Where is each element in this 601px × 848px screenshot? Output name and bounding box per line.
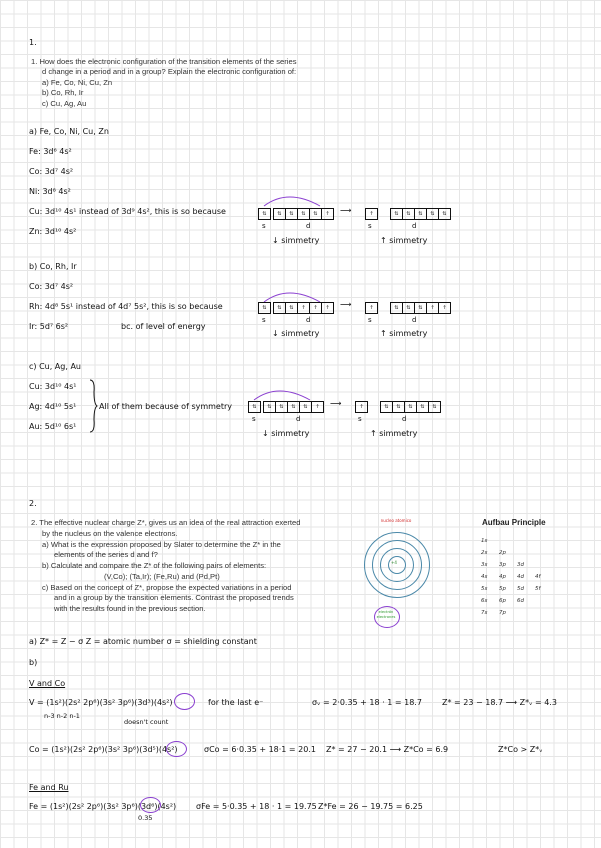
- orbital-box: ⇅: [287, 401, 300, 413]
- arrow-icon: ⟶: [330, 399, 342, 408]
- aufbau-orbital: 4p: [499, 574, 506, 580]
- orbital-box: ⇅: [416, 401, 429, 413]
- orbital-box: ⇅: [273, 208, 286, 220]
- zstar-formula: a) Z* = Z − σ Z = atomic number σ = shielding constant: [29, 637, 257, 646]
- orbital-box: ⇅: [426, 208, 439, 220]
- d-label: d: [306, 222, 311, 230]
- aufbau-orbital: 6d: [517, 598, 524, 604]
- zstar-compare: Z*Co > Z*ᵥ: [498, 745, 543, 754]
- s-label: s: [368, 222, 372, 230]
- orbital-boxes-after: [366, 208, 451, 220]
- orbital-box: ⇅: [402, 302, 415, 314]
- orbital-box: ↑: [309, 302, 322, 314]
- aufbau-orbital: 7s: [481, 610, 488, 616]
- orbital-box: ↑: [321, 208, 334, 220]
- question2-b1: b) Calculate and compare the Z* of the following pairs of elements:: [42, 561, 267, 570]
- question2-c1: c) Based on the concept of Z*, propose the expected variations in a period: [42, 583, 292, 592]
- aufbau-orbital: 3p: [499, 562, 506, 568]
- more-symmetry-label: ↑ simmetry: [370, 429, 418, 438]
- question2-c3: with the results found in the previous section.: [54, 604, 206, 613]
- orbital-boxes-before: [259, 208, 334, 220]
- energy-note: bc. of level of energy: [121, 322, 206, 331]
- orbital-box: ⇅: [275, 401, 288, 413]
- section2-number: 2.: [29, 499, 37, 508]
- aufbau-orbital: 4s: [481, 574, 488, 580]
- question1-a: a) Fe, Co, Ni, Cu, Zn: [42, 78, 113, 87]
- s-label: s: [368, 316, 372, 324]
- nucleus-charge: +4: [391, 560, 397, 565]
- co-config-2: Co = (1s²)(2s² 2p⁶)(3s² 3p⁶)(3d⁵)(4s²): [29, 745, 178, 754]
- electron-jump-arc: [248, 386, 328, 402]
- aufbau-orbital: 6s: [481, 598, 488, 604]
- question1-b: b) Co, Rh, Ir: [42, 88, 84, 97]
- d-label: d: [306, 316, 311, 324]
- part-b-label: b): [29, 658, 38, 667]
- fe-config-2: Fe = (1s²)(2s² 2p⁶)(3s² 3p⁶)(3d⁶)(4s²): [29, 802, 177, 811]
- orbital-box: ⇅: [285, 302, 298, 314]
- fe-shield-value: 0.35: [138, 814, 153, 822]
- orbital-box: ⇅: [428, 401, 441, 413]
- ag-config: Ag: 4d¹⁰ 5s¹: [29, 402, 77, 411]
- orbital-box: ⇅: [285, 208, 298, 220]
- orbital-box: ⇅: [297, 208, 310, 220]
- cu-config-c: Cu: 3d¹⁰ 4s¹: [29, 382, 77, 391]
- aufbau-orbital: 5p: [499, 586, 506, 592]
- orbital-box: ⇅: [390, 208, 403, 220]
- aufbau-orbital: 2s: [481, 550, 488, 556]
- nucleus-label: nucleo atomico: [380, 518, 412, 523]
- orbital-box: ⇅: [263, 401, 276, 413]
- aufbau-orbital: 3d: [517, 562, 524, 568]
- electron-shell: [388, 556, 406, 574]
- au-config: Au: 5d¹⁰ 6s¹: [29, 422, 77, 431]
- aufbau-orbital: 7p: [499, 610, 506, 616]
- orbital-box: ↑: [438, 302, 451, 314]
- more-symmetry-label: ↑ simmetry: [380, 236, 428, 245]
- question2-line2: by the nucleus on the valence electrons.: [42, 529, 178, 538]
- orbital-box: ⇅: [299, 401, 312, 413]
- orbital-box: ⇅: [404, 401, 417, 413]
- d-label: d: [296, 415, 301, 423]
- aufbau-orbital: 1s: [481, 538, 488, 544]
- orbital-box: ↑: [311, 401, 324, 413]
- fe-config: Fe: 3d⁶ 4s²: [29, 147, 72, 156]
- question1-line2: d change in a period and in a group? Explain the electronic configuration of:: [42, 67, 297, 76]
- fe-ru-heading: Fe and Ru: [29, 783, 69, 792]
- co-config-b: Co: 3d⁷ 4s²: [29, 282, 74, 291]
- orbital-boxes-after: [366, 302, 451, 314]
- orbital-box: ⇅: [258, 208, 271, 220]
- orbital-boxes-after: [356, 401, 441, 413]
- aufbau-orbital: 3s: [481, 562, 488, 568]
- v-note: for the last e⁻: [208, 698, 264, 707]
- question1-c: c) Cu, Ag, Au: [42, 99, 87, 108]
- ir-config: Ir: 5d⁷ 6s²: [29, 322, 69, 331]
- orbital-box: ↑: [321, 302, 334, 314]
- s-label: s: [262, 316, 266, 324]
- aufbau-orbital: 6p: [499, 598, 506, 604]
- d-label: d: [412, 222, 417, 230]
- electron-jump-arc: [258, 192, 338, 208]
- atom-shell-figure: [356, 518, 436, 630]
- aufbau-orbital: 5s: [481, 586, 488, 592]
- orbital-box: ⇅: [390, 302, 403, 314]
- d-label: d: [412, 316, 417, 324]
- question2-a2: elements of the series d and f?: [54, 550, 158, 559]
- fe-sigma: σFe = 5·0.35 + 18 · 1 = 19.75: [196, 802, 317, 811]
- co-sigma: σCo = 6·0.35 + 18·1 = 20.1: [204, 745, 316, 754]
- v-co-heading: V and Co: [29, 679, 66, 688]
- less-symmetry-label: ↓ simmetry: [272, 236, 320, 245]
- s-label: s: [262, 222, 266, 230]
- v-nocount: doesn't count: [124, 718, 169, 726]
- less-symmetry-label: ↓ simmetry: [262, 429, 310, 438]
- part-c-heading: c) Cu, Ag, Au: [29, 362, 81, 371]
- v-config: V = (1s²)(2s² 2p⁶)(3s² 3p⁶)(3d³)(4s²): [29, 698, 173, 707]
- electron-label: electrón electrones: [376, 610, 396, 619]
- aufbau-orbital: 5f: [535, 586, 541, 592]
- less-symmetry-label: ↓ simmetry: [272, 329, 320, 338]
- arrow-icon: ⟶: [340, 206, 352, 215]
- orbital-box: ⇅: [392, 401, 405, 413]
- question1-line1: 1. How does the electronic configuration of the transition elements of the series: [31, 57, 297, 66]
- v-sigma: σᵥ = 2·0.35 + 18 · 1 = 18.7: [312, 698, 422, 707]
- orbital-box: ⇅: [402, 208, 415, 220]
- co-zstar: Z* = 27 − 20.1 ⟶ Z*Co = 6.9: [326, 745, 449, 754]
- orbital-box: ⇅: [380, 401, 393, 413]
- orbital-box: ⇅: [414, 208, 427, 220]
- zn-config: Zn: 3d¹⁰ 4s²: [29, 227, 77, 236]
- aufbau-title: Aufbau Principle: [482, 518, 546, 527]
- question2-a1: a) What is the expression proposed by Slater to determine the Z* in the: [42, 540, 281, 549]
- question2-b2: (V,Co); (Ta,Ir); (Fe,Ru) and (Pd,Pt): [104, 572, 220, 581]
- aufbau-orbital: 4f: [535, 574, 541, 580]
- part-a-heading: a) Fe, Co, Ni, Cu, Zn: [29, 127, 109, 136]
- circle-mark: [140, 797, 161, 813]
- orbital-box: ⇅: [273, 302, 286, 314]
- v-groups: n-3 n-2 n-1: [44, 712, 80, 720]
- orbital-box: ⇅: [438, 208, 451, 220]
- orbital-box: ↑: [365, 208, 378, 220]
- more-symmetry-label: ↑ simmetry: [380, 329, 428, 338]
- aufbau-orbital: 2p: [499, 550, 506, 556]
- question2-line1: 2. The effective nuclear charge Z*, gives us an idea of the real attraction exerted: [31, 518, 301, 527]
- orbital-box: ↑: [426, 302, 439, 314]
- orbital-box: ⇅: [414, 302, 427, 314]
- v-zstar: Z* = 23 − 18.7 ⟶ Z*ᵥ = 4.3: [442, 698, 557, 707]
- d-label: d: [402, 415, 407, 423]
- circle-mark: [166, 741, 187, 757]
- question2-c2: and in a group by the transition elements. Contrast the proposed trends: [54, 593, 294, 602]
- orbital-box: ↑: [355, 401, 368, 413]
- ni-config: Ni: 3d⁸ 4s²: [29, 187, 71, 196]
- orbital-box: ⇅: [309, 208, 322, 220]
- aufbau-orbital: 4d: [517, 574, 524, 580]
- orbital-box: ↑: [365, 302, 378, 314]
- fe-zstar: Z*Fe = 26 − 19.75 = 6.25: [318, 802, 423, 811]
- aufbau-orbital: 5d: [517, 586, 524, 592]
- rh-config: Rh: 4d⁸ 5s¹ instead of 4d⁷ 5s², this is so because: [29, 302, 223, 311]
- part-b-heading: b) Co, Rh, Ir: [29, 262, 77, 271]
- orbital-boxes-before: [259, 302, 334, 314]
- aufbau-diagram: [481, 538, 571, 628]
- s-label: s: [358, 415, 362, 423]
- orbital-box: ⇅: [258, 302, 271, 314]
- s-label: s: [252, 415, 256, 423]
- orbital-boxes-before: [249, 401, 324, 413]
- orbital-box: ⇅: [248, 401, 261, 413]
- section1-number: 1.: [29, 38, 37, 47]
- arrow-icon: ⟶: [340, 300, 352, 309]
- symmetry-reason: All of them because of symmetry: [99, 402, 233, 411]
- circle-mark: [174, 693, 195, 710]
- cu-config: Cu: 3d¹⁰ 4s¹ instead of 3d⁹ 4s², this is so because: [29, 207, 226, 216]
- right-brace-icon: [88, 378, 98, 434]
- orbital-box: ↑: [297, 302, 310, 314]
- co-config: Co: 3d⁷ 4s²: [29, 167, 74, 176]
